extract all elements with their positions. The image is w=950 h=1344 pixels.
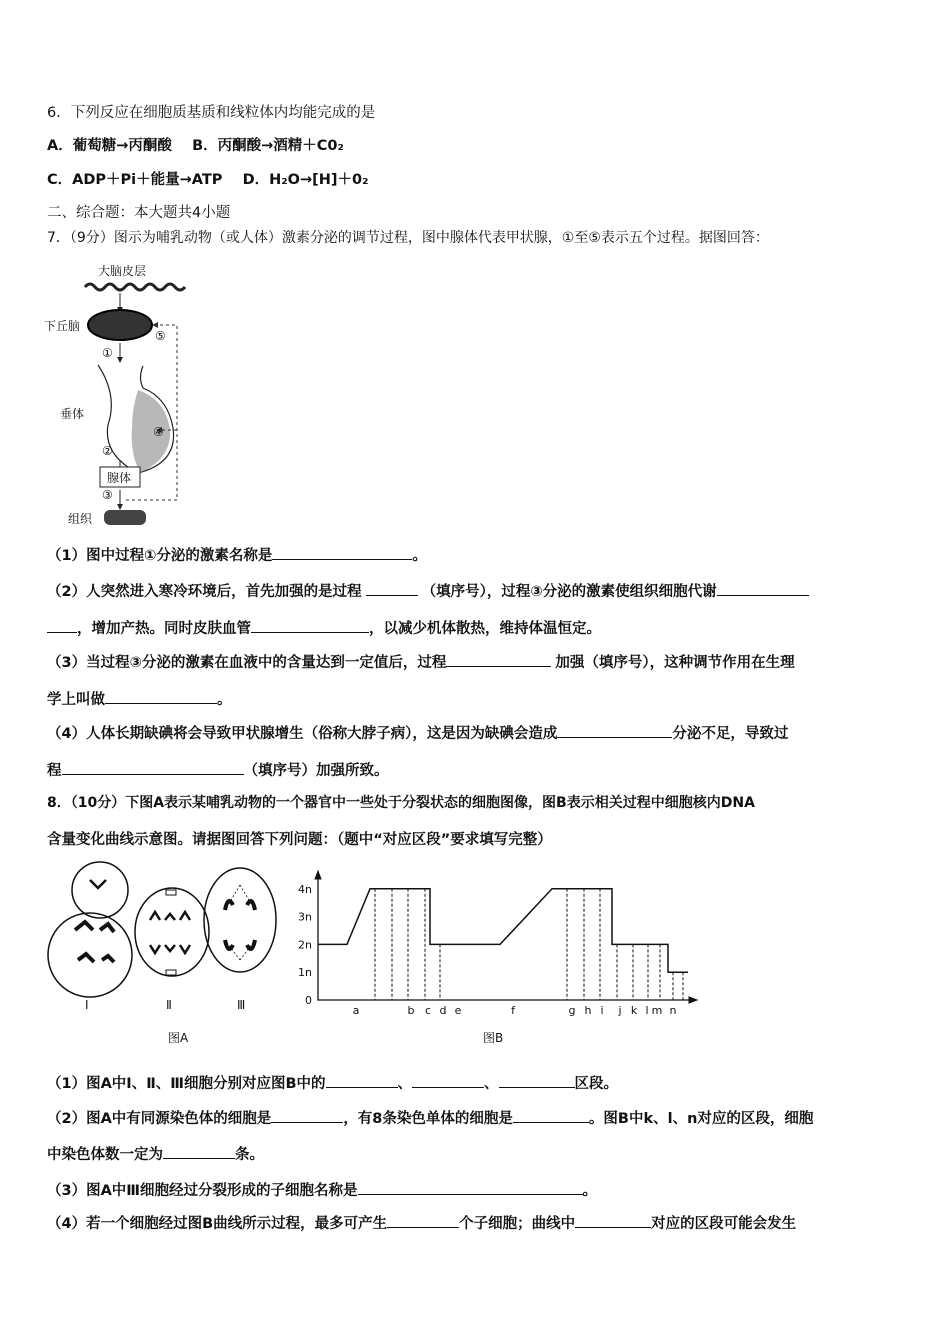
text: （2）图A中有同源染色体的细胞是 — [47, 1111, 272, 1127]
segment-label-n: n — [669, 1004, 677, 1017]
segment-label-i: i — [600, 1004, 604, 1017]
answer-blank — [412, 1072, 484, 1088]
text: （填序号）加强所致。 — [243, 763, 389, 779]
figure-b-caption: 图B — [483, 1031, 504, 1045]
segment-label-j: j — [618, 1004, 622, 1017]
q8-part1 — [47, 1072, 618, 1094]
segment-label-f: f — [511, 1004, 515, 1017]
label-cell-ii: Ⅱ — [166, 998, 172, 1012]
text: （4）若一个细胞经过图B曲线所示过程，最多可产生 — [47, 1216, 388, 1232]
text: 个子细胞；曲线中 — [459, 1216, 576, 1232]
q8-stem-line1: 8．（10分）下图A表示某哺乳动物的一个器官中一些处于分裂状态的细胞图像，图B表示相关过程中细胞核内DNA — [47, 795, 755, 811]
text: 、 — [397, 1076, 413, 1092]
q8-part4 — [47, 1212, 796, 1234]
text: （1）图中过程①分泌的激素名称是 — [47, 548, 273, 564]
segment-label-a: a — [352, 1004, 360, 1017]
text: 。 — [582, 1183, 598, 1199]
option-b: B．丙酮酸→酒精＋C0₂ — [192, 138, 344, 154]
segment-label-k: k — [630, 1004, 638, 1017]
q8-part3 — [47, 1179, 597, 1201]
label-gland: 腺体 — [107, 471, 132, 485]
text: 。图B中k、l、n对应的区段，细胞 — [588, 1111, 814, 1127]
text: 程 — [47, 763, 62, 779]
text: 学上叫做 — [47, 692, 105, 708]
y-tick-label: 2n — [298, 938, 312, 952]
segment-label-c: c — [424, 1004, 432, 1017]
segment-label-b: b — [407, 1004, 415, 1017]
figure-a-caption: 图A — [168, 1031, 189, 1045]
segment-label-d: d — [439, 1004, 447, 1017]
q8-part2-line1 — [47, 1107, 813, 1129]
answer-blank — [575, 1212, 651, 1228]
label-process-4: ④ — [153, 425, 164, 439]
label-cell-iii: Ⅲ — [237, 998, 246, 1012]
q7-stem: 7．（9分）图示为哺乳动物（或人体）激素分泌的调节过程，图中腺体代表甲状腺，①至⑤表示五个过程。据图回答： — [47, 230, 769, 246]
answer-blank — [513, 1107, 589, 1123]
y-tick-label: 3n — [298, 910, 312, 924]
text: ，有8条染色单体的细胞是 — [343, 1111, 513, 1127]
q8-stem-line2: 含量变化曲线示意图。请据图回答下列问题：（题中“对应区段”要求填写完整） — [47, 832, 552, 848]
text: （2）人突然进入寒冷环境后，首先加强的是过程 — [47, 584, 362, 600]
option-a: A．葡萄糖→丙酮酸 — [47, 138, 172, 154]
text: 对应的区段可能会发生 — [651, 1216, 797, 1232]
label-cell-i: Ⅰ — [85, 998, 89, 1012]
text: （3）图A中Ⅲ细胞经过分裂形成的子细胞名称是 — [47, 1183, 358, 1199]
segment-label-e: e — [454, 1004, 462, 1017]
label-process-3: ③ — [102, 488, 113, 502]
segment-label-l: l — [645, 1004, 649, 1017]
text: （填序号），过程③分泌的激素使组织细胞代谢 — [421, 584, 717, 600]
label-hypothalamus: 下丘脑 — [44, 319, 81, 333]
section-heading: 二、综合题：本大题共4小题 — [47, 205, 231, 221]
label-process-2: ② — [102, 444, 113, 458]
text: ，增加产热。同时皮肤血管 — [77, 621, 251, 637]
text: 中染色体数一定为 — [47, 1147, 163, 1163]
segment-label-g: g — [568, 1004, 576, 1017]
answer-blank — [271, 1107, 343, 1123]
text: 条。 — [235, 1147, 264, 1163]
text: 加强（填序号），这种调节作用在生理 — [555, 655, 795, 671]
text: （4）人体长期缺碘将会导致甲状腺增生（俗称大脖子病），这是因为缺碘会造成 — [47, 726, 558, 742]
segment-label-m: m — [651, 1004, 663, 1017]
answer-blank — [358, 1179, 583, 1195]
label-process-1: ① — [102, 346, 113, 360]
answer-blank — [163, 1143, 235, 1159]
q8-part2-line2 — [47, 1143, 264, 1165]
y-tick-label: 4n — [298, 882, 312, 896]
answer-blank — [326, 1072, 398, 1088]
option-d: D．H₂O→[H]＋0₂ — [242, 172, 369, 188]
q6-stem: 6．下列反应在细胞质基质和线粒体内均能完成的是 — [47, 105, 376, 121]
y-tick-label: 1n — [298, 966, 312, 980]
label-pituitary: 垂体 — [60, 407, 85, 421]
option-c: C．ADP＋Pi＋能量→ATP — [47, 172, 223, 188]
answer-blank — [499, 1072, 575, 1088]
text: 区段。 — [574, 1076, 619, 1092]
answer-blank — [387, 1212, 459, 1228]
text: （1）图A中Ⅰ、Ⅱ、Ⅲ细胞分别对应图B中的 — [47, 1076, 326, 1092]
text: 。 — [412, 548, 427, 564]
text: 、 — [484, 1076, 499, 1092]
text: （3）当过程③分泌的激素在血液中的含量达到一定值后，过程 — [47, 655, 447, 671]
text: 分泌不足，导致过 — [672, 726, 789, 742]
segment-label-h: h — [584, 1004, 592, 1017]
text: 。 — [217, 692, 232, 708]
y-tick-label: 0 — [305, 994, 312, 1007]
label-process-5: ⑤ — [155, 329, 166, 343]
label-cerebral-cortex: 大脑皮层 — [98, 264, 147, 278]
label-tissue: 组织 — [68, 512, 93, 526]
text: ，以减少机体散热，维持体温恒定。 — [369, 621, 601, 637]
